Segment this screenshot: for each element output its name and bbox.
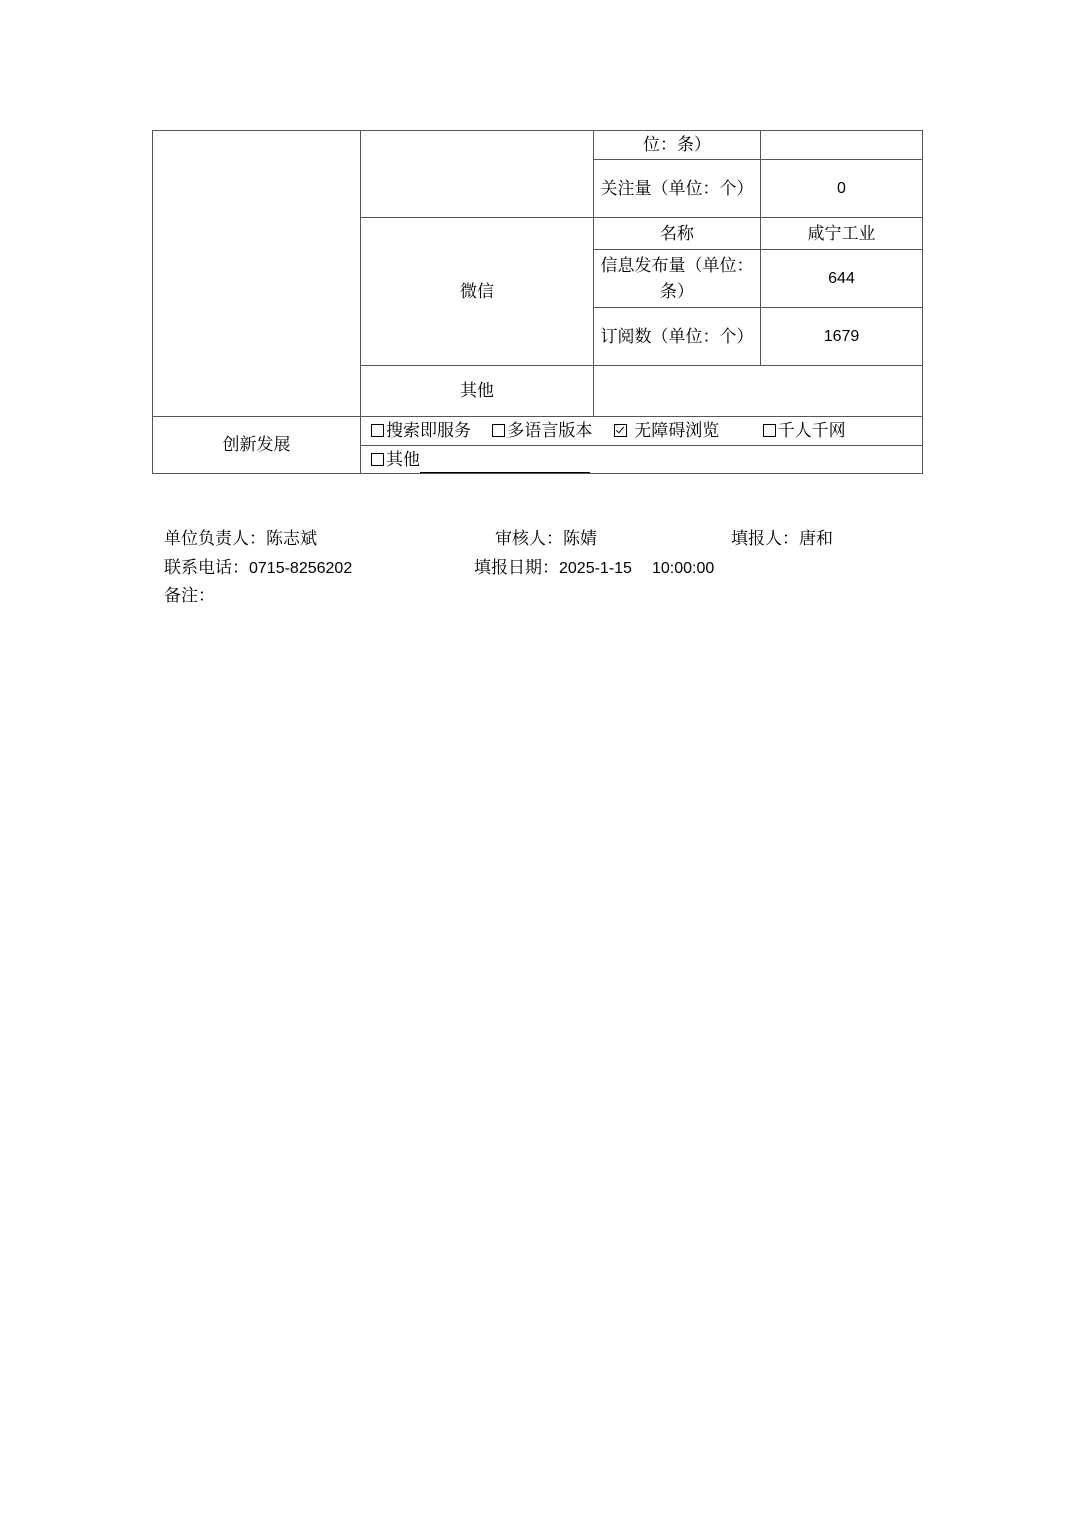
reviewer-label: 审核人： [495, 529, 563, 549]
weibo-count-label-tail: 位：条） [594, 131, 761, 160]
notes-label: 备注： [164, 586, 215, 606]
weibo-followers-value: 0 [761, 160, 923, 218]
innovation-options [361, 417, 923, 446]
notes-block [164, 582, 215, 610]
other-label: 其他 [361, 366, 594, 417]
phone-label: 联系电话： [164, 558, 249, 578]
weibo-followers-label: 关注量（单位：个） [594, 160, 761, 218]
option-personalized[interactable]: 千人千网 [763, 418, 846, 444]
option-search-service[interactable]: 搜索即服务 [371, 418, 471, 444]
phone-value: 0715-8256202 [249, 560, 353, 577]
leader-name: 陈志斌 [266, 529, 317, 549]
filler-label: 填报人： [731, 529, 799, 549]
option-accessibility[interactable]: 无障碍浏览 [614, 418, 719, 444]
weibo-count-value [761, 131, 923, 160]
wechat-subs-value: 1679 [761, 308, 923, 366]
platform-empty-cell [361, 131, 594, 218]
innovation-label: 创新发展 [153, 417, 361, 474]
wechat-name-label: 名称 [594, 218, 761, 250]
filler-block [731, 525, 833, 553]
wechat-name-value: 咸宁工业 [761, 218, 923, 250]
reviewer-block [495, 525, 597, 553]
innovation-other-row [361, 446, 923, 474]
checkbox-checked-icon[interactable] [614, 424, 627, 437]
checkbox-icon[interactable] [492, 424, 505, 437]
checkbox-icon[interactable] [371, 424, 384, 437]
wechat-posts-value: 644 [761, 250, 923, 308]
checkbox-icon[interactable] [763, 424, 776, 437]
time-value: 10:00:00 [651, 560, 715, 577]
signature-line [164, 525, 317, 553]
report-table [152, 130, 923, 474]
wechat-subs-label: 订阅数（单位：个） [594, 308, 761, 366]
option-multilingual[interactable]: 多语言版本 [492, 418, 592, 444]
reviewer-name: 陈婧 [563, 529, 597, 549]
table-row [153, 131, 923, 160]
wechat-label: 微信 [361, 218, 594, 366]
phone-block [164, 554, 352, 583]
table-row [153, 417, 923, 446]
date-label: 填报日期： [474, 558, 559, 578]
checkbox-icon[interactable] [371, 453, 384, 466]
section-empty-cell [153, 131, 361, 417]
other-fill-line[interactable] [420, 454, 590, 473]
other-value [594, 366, 923, 417]
date-block [474, 554, 714, 583]
wechat-posts-label: 信息发布量（单位：条） [594, 250, 761, 308]
filler-name: 唐和 [799, 529, 833, 549]
option-other[interactable]: 其他 [371, 447, 590, 473]
leader-label: 单位负责人： [164, 529, 266, 549]
date-value: 2025-1-15 [559, 560, 632, 577]
